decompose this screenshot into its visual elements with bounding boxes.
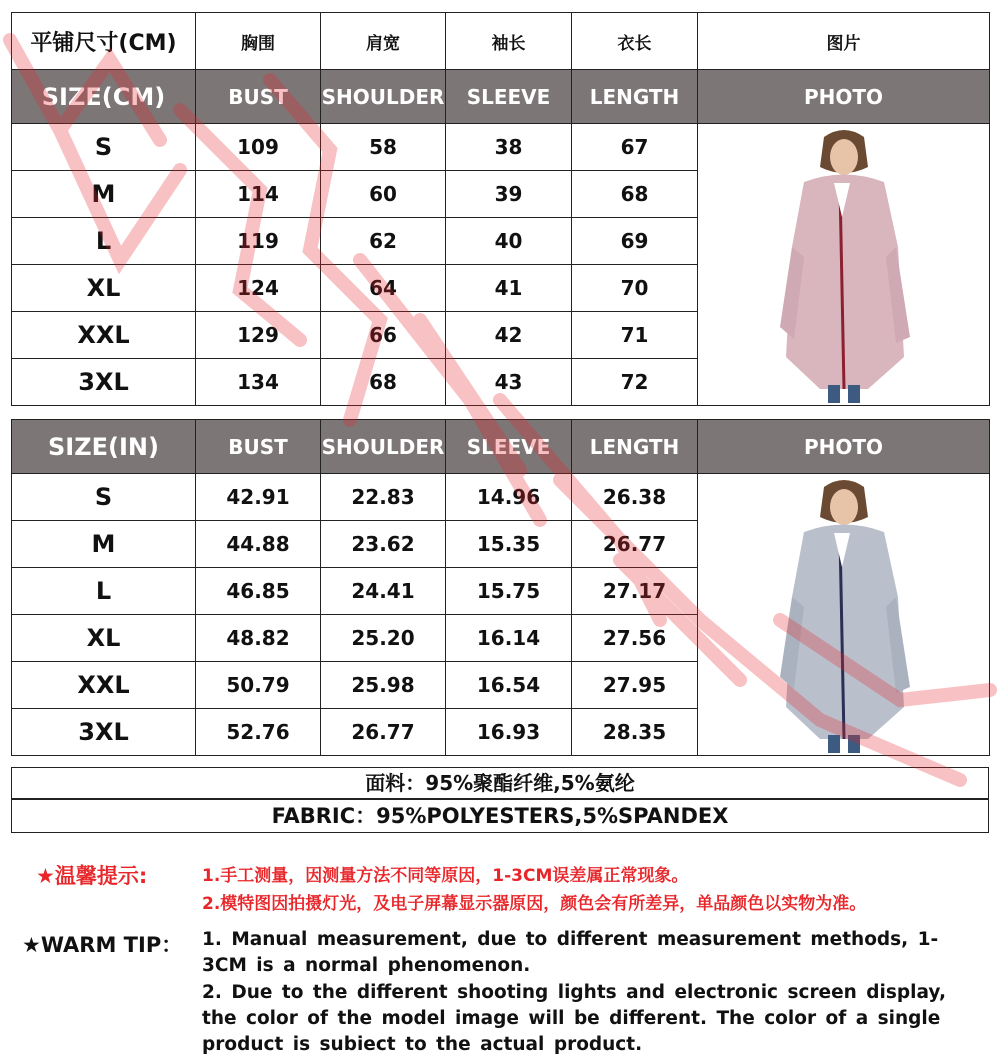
shoulder-value: 60 bbox=[321, 171, 446, 218]
en-header-row bbox=[12, 70, 990, 124]
size-label: L bbox=[12, 568, 196, 615]
shoulder-value: 62 bbox=[321, 218, 446, 265]
shoulder-value: 25.98 bbox=[321, 662, 446, 709]
header-length: LENGTH bbox=[572, 70, 698, 124]
header-size-cm: SIZE(CM) bbox=[12, 70, 196, 124]
bust-value: 52.76 bbox=[196, 709, 321, 756]
sleeve-value: 43 bbox=[446, 359, 572, 406]
en-header-row bbox=[12, 420, 990, 474]
tip-cn-item-2: 2.模特图因拍摄灯光，及电子屏幕显示器原因，颜色会有所差异，单品颜色以实物为准。 bbox=[202, 894, 867, 914]
shoulder-value: 24.41 bbox=[321, 568, 446, 615]
tip-en-label bbox=[22, 929, 182, 959]
cn-header-shoulder: 肩宽 bbox=[321, 13, 446, 70]
sleeve-value: 39 bbox=[446, 171, 572, 218]
sleeve-value: 16.14 bbox=[446, 615, 572, 662]
bust-value: 109 bbox=[196, 124, 321, 171]
header-bust: BUST bbox=[196, 420, 321, 474]
table-row bbox=[12, 124, 990, 171]
header-length: LENGTH bbox=[572, 420, 698, 474]
size-label: M bbox=[12, 521, 196, 568]
product-photo-pink bbox=[698, 124, 990, 406]
sleeve-value: 41 bbox=[446, 265, 572, 312]
shoulder-value: 25.20 bbox=[321, 615, 446, 662]
size-label: XL bbox=[12, 265, 196, 312]
sleeve-value: 16.93 bbox=[446, 709, 572, 756]
size-label: L bbox=[12, 218, 196, 265]
bust-value: 46.85 bbox=[196, 568, 321, 615]
sleeve-value: 16.54 bbox=[446, 662, 572, 709]
size-label: XXL bbox=[12, 662, 196, 709]
cn-header-photo: 图片 bbox=[698, 13, 990, 70]
shoulder-value: 64 bbox=[321, 265, 446, 312]
bust-value: 114 bbox=[196, 171, 321, 218]
table-row bbox=[12, 474, 990, 521]
size-label: S bbox=[12, 474, 196, 521]
length-value: 69 bbox=[572, 218, 698, 265]
size-label: 3XL bbox=[12, 359, 196, 406]
shoulder-value: 68 bbox=[321, 359, 446, 406]
fabric-cn: 面料：95%聚酯纤维,5%氨纶 bbox=[11, 767, 989, 799]
cn-header-sleeve: 袖长 bbox=[446, 13, 572, 70]
bust-value: 44.88 bbox=[196, 521, 321, 568]
bust-value: 42.91 bbox=[196, 474, 321, 521]
pink-fleece-coat-photo bbox=[764, 127, 924, 403]
sleeve-value: 15.35 bbox=[446, 521, 572, 568]
tip-en-label-text: WARM TIP： bbox=[40, 933, 183, 957]
length-value: 67 bbox=[572, 124, 698, 171]
bust-value: 48.82 bbox=[196, 615, 321, 662]
shoulder-value: 26.77 bbox=[321, 709, 446, 756]
length-value: 72 bbox=[572, 359, 698, 406]
bust-value: 134 bbox=[196, 359, 321, 406]
length-value: 27.17 bbox=[572, 568, 698, 615]
bust-value: 119 bbox=[196, 218, 321, 265]
shoulder-value: 58 bbox=[321, 124, 446, 171]
sleeve-value: 15.75 bbox=[446, 568, 572, 615]
size-label: XL bbox=[12, 615, 196, 662]
bust-value: 124 bbox=[196, 265, 321, 312]
size-label: M bbox=[12, 171, 196, 218]
bust-value: 50.79 bbox=[196, 662, 321, 709]
tip-cn-label-text: 温馨提示: bbox=[54, 864, 148, 888]
star-icon: ★ bbox=[36, 864, 55, 888]
cn-header-length: 衣长 bbox=[572, 13, 698, 70]
header-size-in: SIZE(IN) bbox=[12, 420, 196, 474]
tip-en-item-2: 2. Due to the different shooting lights and electronic screen display, the color of the model image will be different. The color of a single product is subiect to the actual product. bbox=[202, 982, 947, 1055]
header-shoulder: SHOULDER bbox=[321, 420, 446, 474]
cn-header-bust: 胸围 bbox=[196, 13, 321, 70]
sleeve-value: 38 bbox=[446, 124, 572, 171]
size-chart-in-table bbox=[11, 419, 990, 756]
shoulder-value: 23.62 bbox=[321, 521, 446, 568]
size-label: XXL bbox=[12, 312, 196, 359]
fabric-en: FABRIC：95%POLYESTERS,5%SPANDEX bbox=[11, 799, 989, 833]
header-sleeve: SLEEVE bbox=[446, 70, 572, 124]
header-shoulder: SHOULDER bbox=[321, 70, 446, 124]
star-icon: ★ bbox=[22, 933, 41, 957]
length-value: 28.35 bbox=[572, 709, 698, 756]
header-photo: PHOTO bbox=[698, 70, 990, 124]
length-value: 27.95 bbox=[572, 662, 698, 709]
sleeve-value: 42 bbox=[446, 312, 572, 359]
length-value: 71 bbox=[572, 312, 698, 359]
bust-value: 129 bbox=[196, 312, 321, 359]
size-chart-cm-table bbox=[11, 12, 990, 406]
length-value: 27.56 bbox=[572, 615, 698, 662]
grey-fleece-coat-photo bbox=[764, 477, 924, 753]
length-value: 68 bbox=[572, 171, 698, 218]
tip-cn-item-1: 1.手工测量，因测量方法不同等原因，1-3CM误差属正常现象。 bbox=[202, 866, 689, 886]
cn-header-row bbox=[12, 13, 990, 70]
tip-en-item-1: 1. Manual measurement, due to different measurement methods, 1-3CM is a normal phenomenon. bbox=[202, 929, 939, 976]
length-value: 70 bbox=[572, 265, 698, 312]
length-value: 26.77 bbox=[572, 521, 698, 568]
header-bust: BUST bbox=[196, 70, 321, 124]
product-photo-grey bbox=[698, 474, 990, 756]
sleeve-value: 14.96 bbox=[446, 474, 572, 521]
size-label: 3XL bbox=[12, 709, 196, 756]
header-sleeve: SLEEVE bbox=[446, 420, 572, 474]
tip-cn-label bbox=[36, 860, 147, 890]
length-value: 26.38 bbox=[572, 474, 698, 521]
sleeve-value: 40 bbox=[446, 218, 572, 265]
header-photo: PHOTO bbox=[698, 420, 990, 474]
shoulder-value: 22.83 bbox=[321, 474, 446, 521]
shoulder-value: 66 bbox=[321, 312, 446, 359]
size-label: S bbox=[12, 124, 196, 171]
cn-header-size: 平铺尺寸(CM) bbox=[12, 13, 196, 70]
